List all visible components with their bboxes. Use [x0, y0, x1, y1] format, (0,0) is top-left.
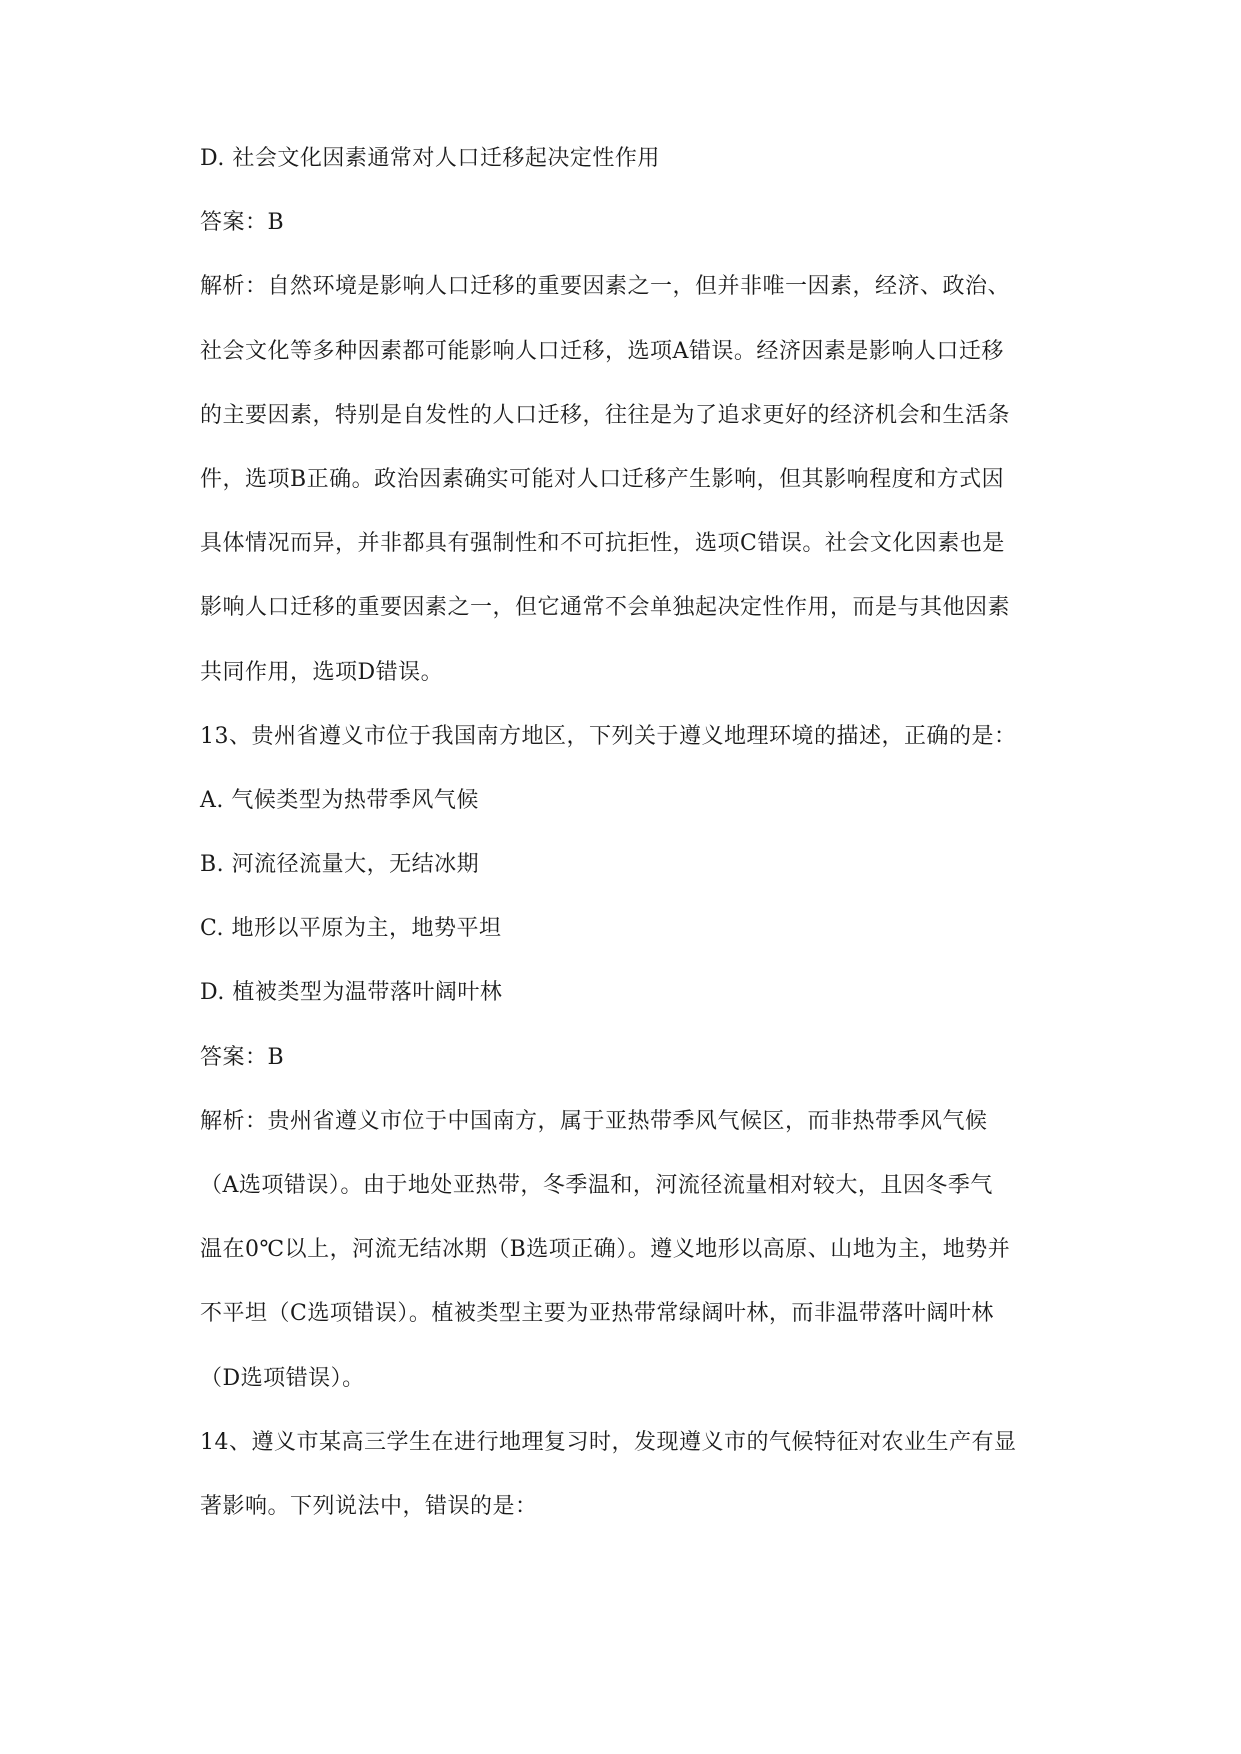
question-13: 13、贵州省遵义市位于我国南方地区，下列关于遵义地理环境的描述，正确的是：	[200, 723, 1017, 749]
explanation-q12-line-3: 的主要因素，特别是自发性的人口迁移，往往是为了追求更好的经济机会和生活条	[200, 402, 1011, 428]
explanation-q12-line-6: 影响人口迁移的重要因素之一，但它通常不会单独起决定性作用，而是与其他因素	[200, 595, 1011, 621]
option-b-q13: B. 河流径流量大，无结冰期	[200, 852, 480, 878]
explanation-q13-line-5: （D选项错误）。	[200, 1365, 365, 1391]
question-14-line-2: 著影响。下列说法中，错误的是：	[200, 1493, 538, 1519]
answer-q12: 答案：B	[200, 210, 285, 236]
option-d-q13: D. 植被类型为温带落叶阔叶林	[200, 980, 503, 1006]
question-14-line-1: 14、遵义市某高三学生在进行地理复习时，发现遵义市的气候特征对农业生产有显	[200, 1429, 1017, 1455]
explanation-q13-line-4: 不平坦（C选项错误）。植被类型主要为亚热带常绿阔叶林，而非温带落叶阔叶林	[200, 1301, 994, 1327]
option-c-q13: C. 地形以平原为主，地势平坦	[200, 916, 502, 942]
option-d-q12: D. 社会文化因素通常对人口迁移起决定性作用	[200, 146, 660, 171]
explanation-q12-line-5: 具体情况而异，并非都具有强制性和不可抗拒性，选项C错误。社会文化因素也是	[200, 531, 1005, 557]
explanation-q12-line-2: 社会文化等多种因素都可能影响人口迁移，选项A错误。经济因素是影响人口迁移	[200, 338, 1004, 364]
explanation-q12-line-4: 件，选项B正确。政治因素确实可能对人口迁移产生影响，但其影响程度和方式因	[200, 466, 1005, 492]
option-a-q13: A. 气候类型为热带季风气候	[200, 787, 479, 813]
answer-q13: 答案：B	[200, 1044, 285, 1070]
explanation-q12-line-7: 共同作用，选项D错误。	[200, 659, 444, 685]
explanation-q13-line-2: （A选项错误）。由于地处亚热带，冬季温和，河流径流量相对较大，且因冬季气	[200, 1173, 993, 1198]
explanation-q13-line-3: 温在0℃以上，河流无结冰期（B选项正确）。遵义地形以高原、山地为主，地势并	[200, 1237, 1011, 1263]
explanation-q13-line-1: 解析：贵州省遵义市位于中国南方，属于亚热带季风气候区，而非热带季风气候	[200, 1108, 988, 1134]
document-body	[200, 140, 1100, 1552]
explanation-q12-line-1: 解析：自然环境是影响人口迁移的重要因素之一，但并非唯一因素，经济、政治、	[200, 274, 1011, 300]
